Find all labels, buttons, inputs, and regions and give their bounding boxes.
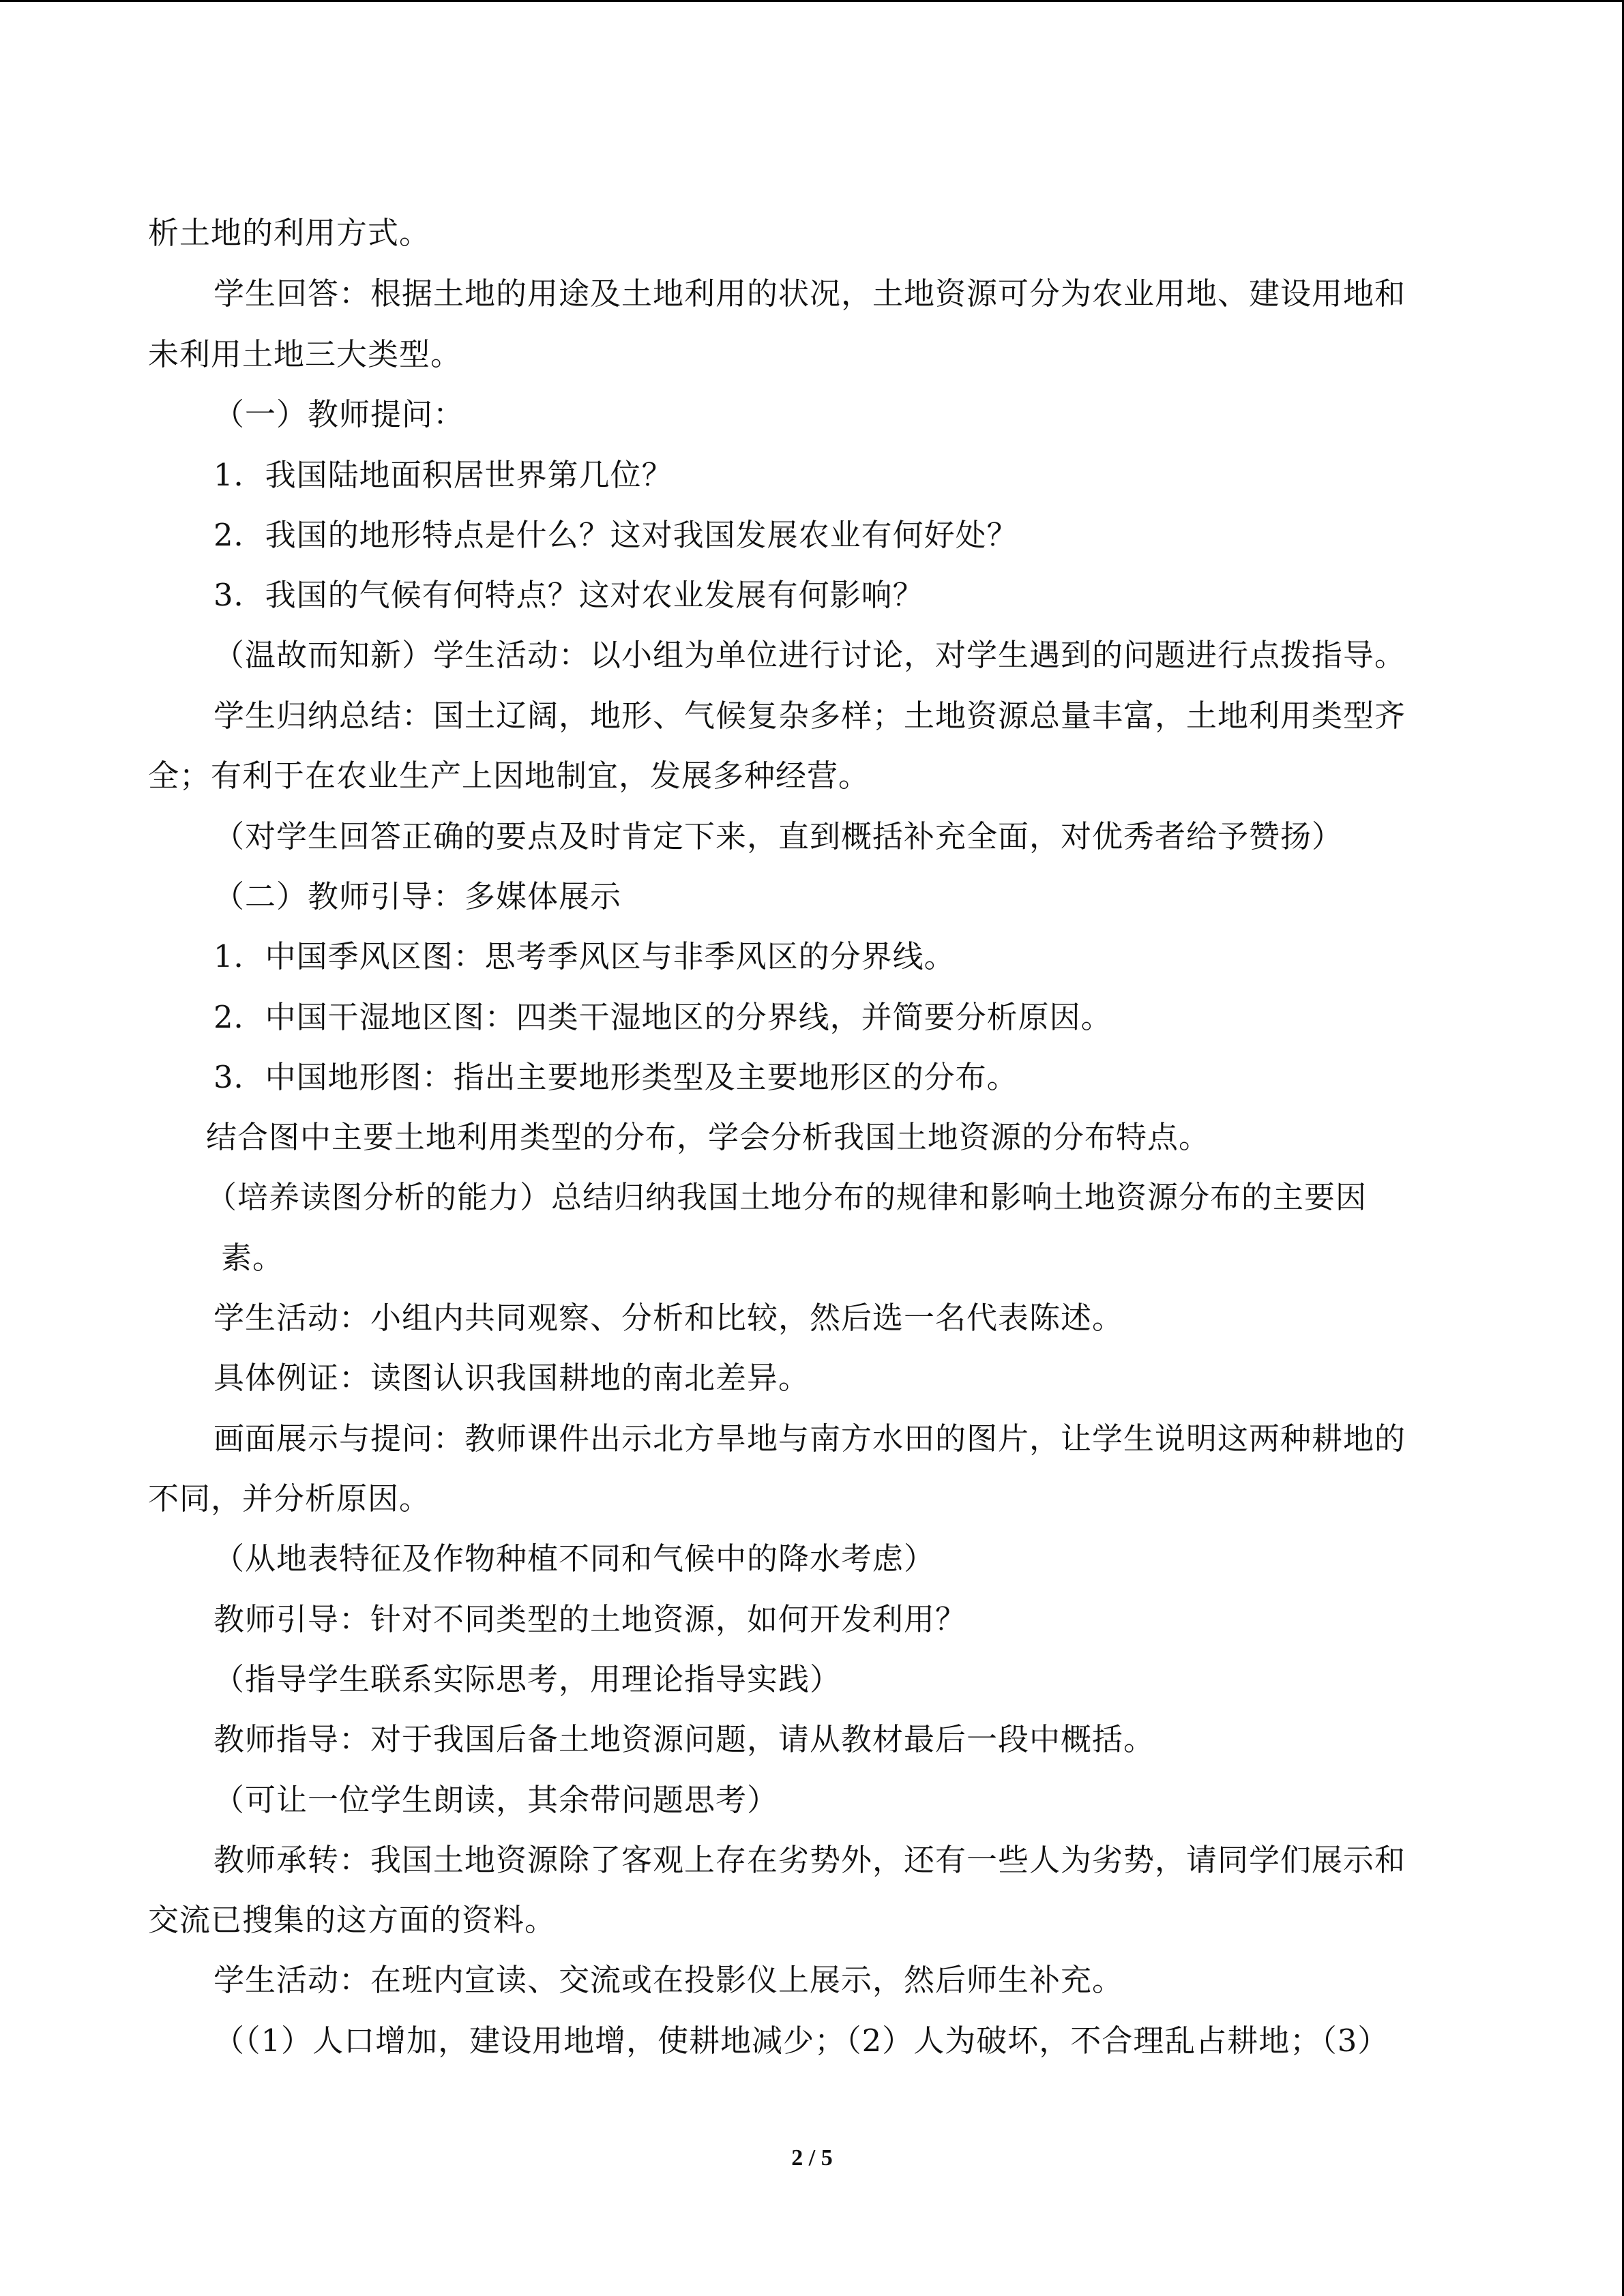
text-line: （二）教师引导：多媒体展示 [213, 878, 622, 914]
text-line: 结合图中主要土地利用类型的分布，学会分析我国土地资源的分布特点。 [206, 1119, 1211, 1155]
text-line: 教师引导：针对不同类型的土地资源，如何开发利用？ [213, 1601, 967, 1637]
text-line: 1．中国季风区图：思考季风区与非季风区的分界线。 [213, 938, 956, 974]
text-line: 未利用土地三大类型。 [148, 336, 462, 372]
text-line: （温故而知新）学生活动：以小组为单位进行讨论，对学生遇到的问题进行点拨指导。 [213, 637, 1406, 673]
text-line: 学生活动：在班内宣读、交流或在投影仪上展示，然后师生补充。 [213, 1962, 1124, 1998]
text-line: 1．我国陆地面积居世界第几位？ [213, 457, 673, 493]
text-line: 学生归纳总结：国土辽阔，地形、气候复杂多样；土地资源总量丰富，土地利用类型齐 [213, 698, 1406, 734]
text-line: （一）教师提问： [213, 396, 465, 432]
text-line: 教师指导：对于我国后备土地资源问题，请从教材最后一段中概括。 [213, 1721, 1155, 1757]
text-line: 具体例证：读图认识我国耕地的南北差异。 [213, 1360, 810, 1396]
text-line: 画面展示与提问：教师课件出示北方旱地与南方水田的图片，让学生说明这两种耕地的 [213, 1420, 1406, 1457]
text-line: （从地表特征及作物种植不同和气候中的降水考虑） [213, 1540, 936, 1577]
page-number: 2 / 5 [791, 2145, 833, 2171]
text-line: （（1）人口增加，建设用地增，使耕地减少；（2）人为破坏，不合理乱占耕地；（3） [213, 2023, 1389, 2059]
text-line: （培养读图分析的能力）总结归纳我国土地分布的规律和影响土地资源分布的主要因 [206, 1179, 1368, 1215]
text-line: 学生活动：小组内共同观察、分析和比较，然后选一名代表陈述。 [213, 1300, 1124, 1336]
text-line: 交流已搜集的这方面的资料。 [148, 1902, 557, 1938]
text-line: （对学生回答正确的要点及时肯定下来，直到概括补充全面，对优秀者给予赞扬） [213, 818, 1344, 854]
text-line: 3．我国的气候有何特点？这对农业发展有何影响？ [213, 577, 924, 613]
text-line: 3．中国地形图：指出主要地形类型及主要地形区的分布。 [213, 1059, 1018, 1095]
text-line: 析土地的利用方式。 [148, 215, 431, 251]
text-line: 素。 [221, 1240, 284, 1276]
text-line: 全；有利于在农业生产上因地制宜，发展多种经营。 [148, 758, 870, 794]
text-line: （可让一位学生朗读，其余带问题思考） [213, 1782, 779, 1818]
text-line: 2．我国的地形特点是什么？这对我国发展农业有何好处？ [213, 517, 1018, 553]
text-line: 不同，并分析原因。 [148, 1480, 431, 1517]
text-line: 教师承转：我国土地资源除了客观上存在劣势外，还有一些人为劣势，请同学们展示和 [213, 1842, 1406, 1878]
text-line: 学生回答：根据土地的用途及土地利用的状况，土地资源可分为农业用地、建设用地和 [213, 275, 1406, 312]
text-line: （指导学生联系实际思考，用理论指导实践） [213, 1661, 842, 1697]
text-line: 2．中国干湿地区图：四类干湿地区的分界线，并简要分析原因。 [213, 999, 1112, 1035]
